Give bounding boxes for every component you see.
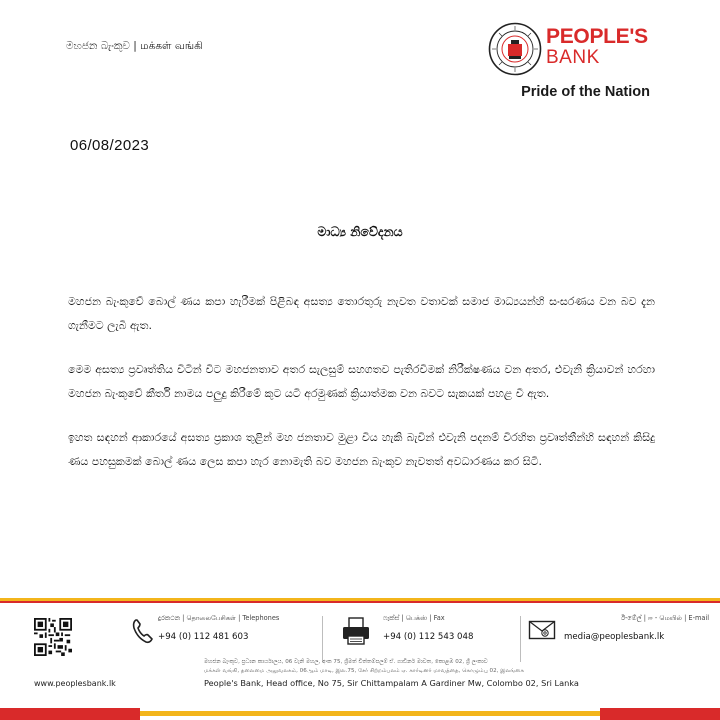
address-tamil: மக்கள் வங்கி, தலைமை அலுவலகம், 06ஆம் மாடி, இல.75, சேர் சிற்றம்பலம் ஏ. கார்டினர் மாவத்தை, கொழும்பு 02, இலங்கை (204, 668, 525, 674)
telephone-number[interactable]: +94 (0) 112 481 603 (158, 632, 249, 642)
document-body (68, 290, 655, 494)
address-english: People's Bank, Head office, No 75, Sir Chittampalam A Gardiner Mw, Colombo 02, Sri Lanka (204, 678, 579, 688)
phone-icon (131, 618, 153, 644)
footer-divider (0, 598, 720, 606)
email-icon (528, 620, 556, 642)
fax-icon (340, 616, 372, 646)
head-office-address (204, 658, 674, 688)
tagline: Pride of the Nation (521, 84, 650, 100)
telephone-label: දුරකථන | தொலைபேசிகள் | Telephones (158, 614, 280, 622)
document-date: 06/08/2023 (70, 137, 150, 154)
footer-separator (520, 616, 521, 662)
fax-label: ෆැක්ස් | பெக்ஸ் | Fax (383, 614, 445, 622)
fax-number[interactable]: +94 (0) 112 543 048 (383, 632, 474, 642)
website-link[interactable]: www.peoplesbank.lk (34, 679, 116, 688)
email-label: ඊ-මේල් | ஈ - மெயில் | E-mail (621, 614, 710, 622)
brand-wordmark (546, 26, 656, 68)
paragraph: ඉහත සඳහන් ආකාරයේ අසත්‍ය ප්‍රකාශ තුළින් මහ ජනතාව මුළා විය හැකි බැවින් එවැනි පදනම් විරහිත ප්‍රවෘත්තීන්හි සඳහන් කිසිදු ණය පහසුකමක් බොල් ණය ලෙස කපා හැර නොමැති බව මහජන බැංකුව නැවතත් අවධාරණය කර සිටී. (68, 431, 655, 468)
footer-separator (322, 616, 323, 662)
bank-name-multilingual: මහජන බැංකුව | மக்கள் வங்கி (66, 40, 203, 52)
bottom-color-band (0, 708, 720, 720)
fax-block (383, 614, 473, 642)
peoples-bank-logo (488, 22, 654, 78)
paragraph: මහජන බැංකුවේ බොල් ණය කපා හැරීමක් පිළිබඳ අසත්‍ය තොරතුරු නැවත වතාවක් සමාජ මාධ්‍යයන්හි සංසරණය වන බව දැන ගැනීමට ලැබී ඇත. (68, 295, 655, 332)
document-title: මාධ්‍ය නිවේදනය (317, 224, 403, 239)
bank-seal-icon (488, 22, 542, 76)
address-sinhala: මහජන බැංකුව, ප්‍රධාන කාර්යාලය, 06 වැනි මහල, අංක 75, ශ්‍රීමත් චිත්තම්පලම් ඒ. ගාඩිනර් මාවත, කොළඹ 02, ශ්‍රී ලංකාව (204, 659, 488, 665)
brand-line-1: PEOPLE'S (546, 25, 648, 48)
email-address[interactable]: media@peoplesbank.lk (564, 632, 665, 642)
paragraph: මෙම අසත්‍ය ප්‍රවෘත්තිය විටින් විට මහජනතාව අතර සැලසුම් සහගතව පැතිරවීමක් නිරීක්ෂණය වන අතර, එවැනි ක්‍රියාවන් හරහා මහජන බැංකුවේ කීර්ති නාමය පලුදු කිරීමේ කුට යටි අරමුණක් ක්‍රියාත්මක වන බවට සැකයක් පහළ වී ඇත. (68, 363, 655, 400)
telephone-block (158, 614, 279, 642)
qr-code-icon[interactable] (34, 618, 72, 656)
email-block (564, 614, 710, 642)
brand-line-2: BANK (546, 47, 600, 68)
